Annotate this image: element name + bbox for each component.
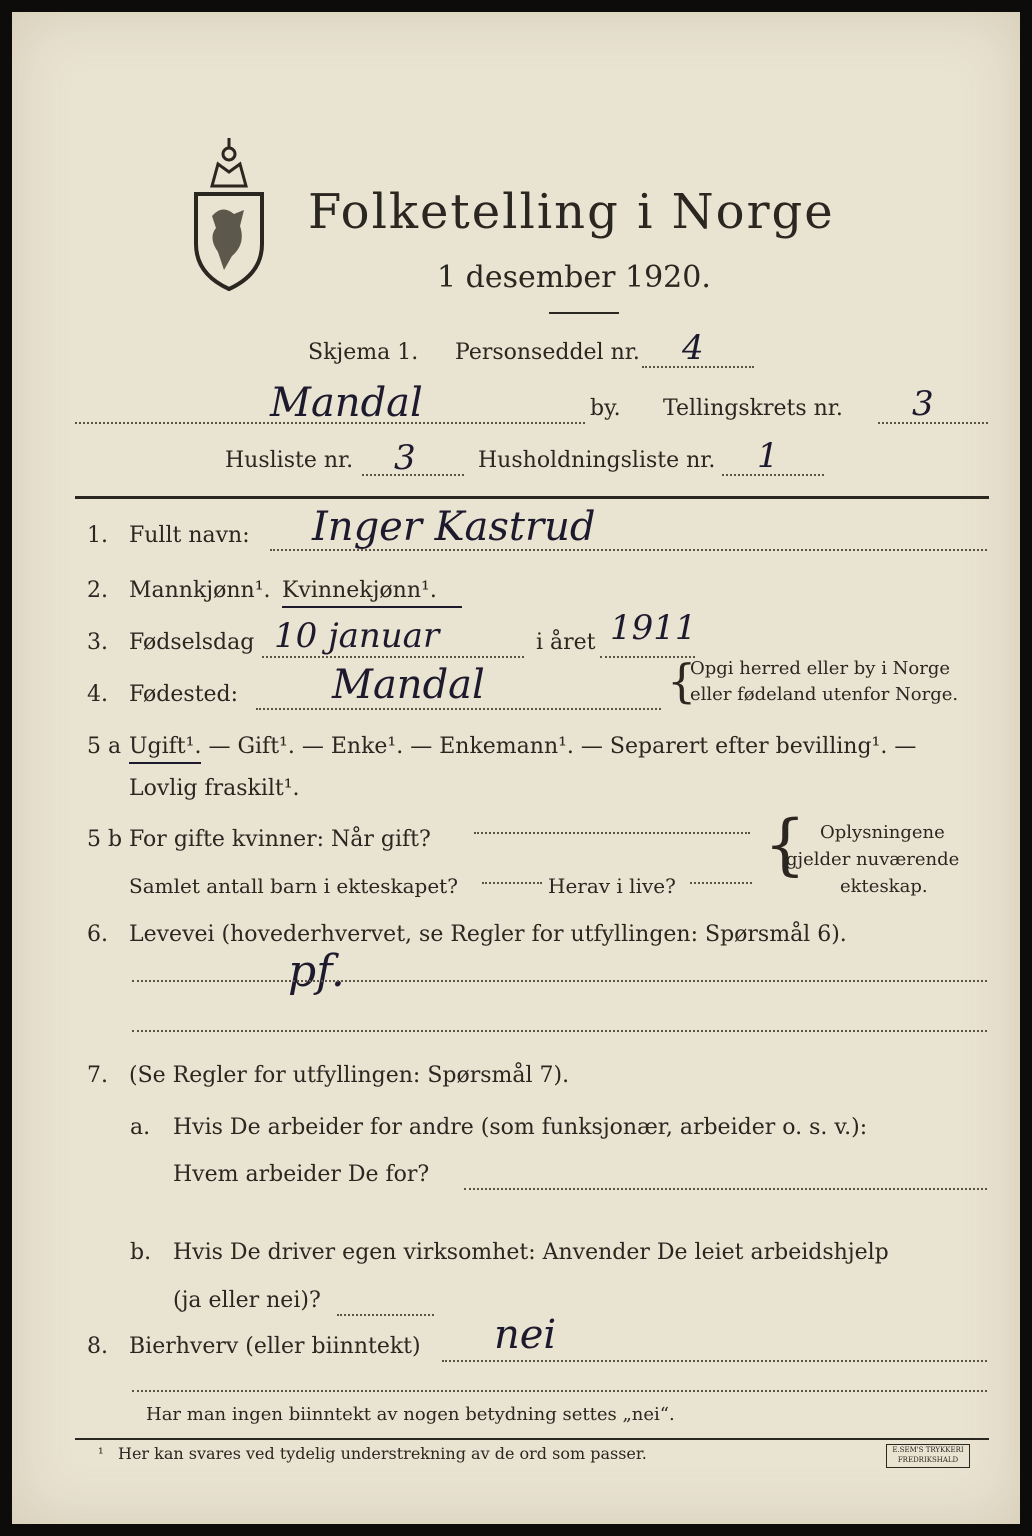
husholdning-label: Husholdningsliste nr. <box>478 448 716 473</box>
q6-number: 6. <box>87 922 108 947</box>
personseddel-label: Personseddel nr. <box>455 340 640 365</box>
q1-label: Fullt navn: <box>129 523 250 548</box>
tellingskrets-label: Tellingskrets nr. <box>663 396 843 421</box>
q5a-options: Ugift¹. — Gift¹. — Enke¹. — Enkemann¹. — Separert efter bevilling¹. — <box>129 734 917 759</box>
q5b-line2a: Samlet antall barn i ekteskapet? <box>129 874 458 898</box>
q5b-brace: { <box>764 806 806 883</box>
q5a-ugift-underline <box>129 762 201 764</box>
husholdning-value: 1 <box>757 436 779 476</box>
q7b-line <box>337 1314 434 1316</box>
q3-year-label: i året <box>536 630 596 655</box>
printer-stamp <box>886 1444 970 1468</box>
q1-number: 1. <box>87 523 108 548</box>
skjema-label: Skjema 1. <box>308 340 419 365</box>
q5b-line2b: Herav i live? <box>548 874 676 898</box>
q8-value: nei <box>494 1312 557 1358</box>
q5a-options-line2: Lovlig fraskilt¹. <box>129 776 300 801</box>
q3-year-value: 1911 <box>610 608 697 648</box>
q7b-number: b. <box>130 1240 152 1265</box>
q4-brace: { <box>667 654 697 708</box>
q8-label: Bierhverv (eller biinntekt) <box>129 1334 421 1359</box>
q5b-when-line <box>474 832 750 834</box>
husliste-label: Husliste nr. <box>225 448 354 473</box>
q4-number: 4. <box>87 682 108 707</box>
footer-note: Har man ingen biinntekt av nogen betydning settes „nei“. <box>146 1404 675 1425</box>
q7a-line <box>464 1188 987 1190</box>
q6-line2 <box>132 1030 987 1032</box>
q8-number: 8. <box>87 1334 108 1359</box>
q4-note-line1: Opgi herred eller by i Norge <box>690 658 951 679</box>
form-date: 1 desember 1920. <box>437 260 711 295</box>
q6-value: pf. <box>288 946 345 997</box>
q7-number: 7. <box>87 1063 108 1088</box>
census-form <box>12 12 1020 1524</box>
q5b-note-line3: ekteskap. <box>840 876 928 897</box>
q7a-line1: Hvis De arbeider for andre (som funksjonær, arbeider o. s. v.): <box>173 1115 868 1140</box>
header-rule <box>75 496 989 499</box>
q2-kvinne: Kvinnekjønn¹. <box>282 578 437 603</box>
tellingskrets-value: 3 <box>912 384 934 424</box>
q8-line2 <box>132 1390 987 1392</box>
q5b-note-line1: Oplysningene <box>820 822 945 843</box>
city-value: Mandal <box>270 380 423 426</box>
q3-number: 3. <box>87 630 108 655</box>
q5b-children-line <box>482 882 542 884</box>
footnote-text: Her kan svares ved tydelig understrekning av de ord som passer. <box>118 1444 647 1463</box>
q2-kvinne-underline <box>282 606 462 608</box>
q7a-number: a. <box>130 1115 151 1140</box>
q6-label: Levevei (hovederhvervet, se Regler for utfyllingen: Spørsmål 6). <box>129 922 847 947</box>
q6-line1 <box>132 980 987 982</box>
footer-rule <box>75 1438 989 1440</box>
personseddel-value: 4 <box>682 328 704 368</box>
q5b-number: 5 b <box>87 827 123 852</box>
q5a-number: 5 a <box>87 734 122 759</box>
printer-line1: E.SEM'S TRYKKERI <box>892 1446 964 1454</box>
q3-day-value: 10 januar <box>274 616 440 656</box>
q3-label: Fødselsdag <box>129 630 255 655</box>
q7a-line2: Hvem arbeider De for? <box>173 1162 430 1187</box>
q2-mann: Mannkjønn¹. <box>129 578 271 603</box>
title-divider <box>549 312 619 314</box>
q1-value: Inger Kastrud <box>312 504 596 550</box>
q4-label: Fødested: <box>129 682 239 707</box>
q4-note-line2: eller fødeland utenfor Norge. <box>690 684 959 705</box>
q3-day-line <box>262 656 524 658</box>
q7b-line1: Hvis De driver egen virksomhet: Anvender De leiet arbeidshjelp <box>173 1240 889 1265</box>
q2-number: 2. <box>87 578 108 603</box>
q4-line <box>256 708 661 710</box>
footnote-mark: ¹ <box>98 1446 104 1462</box>
q7-label: (Se Regler for utfyllingen: Spørsmål 7). <box>129 1063 570 1088</box>
printer-line2: FREDRIKSHALD <box>897 1456 959 1464</box>
q4-value: Mandal <box>332 662 485 708</box>
q8-line <box>442 1360 987 1362</box>
coat-of-arms-icon <box>188 134 270 292</box>
form-title: Folketelling i Norge <box>308 184 835 240</box>
q5b-note-line2: gjelder nuværende <box>786 849 960 870</box>
q5b-line1: For gifte kvinner: Når gift? <box>129 827 431 852</box>
q7b-line2: (ja eller nei)? <box>173 1288 321 1313</box>
by-label: by. <box>590 396 621 421</box>
husliste-value: 3 <box>394 438 416 478</box>
q5b-alive-line <box>690 882 752 884</box>
